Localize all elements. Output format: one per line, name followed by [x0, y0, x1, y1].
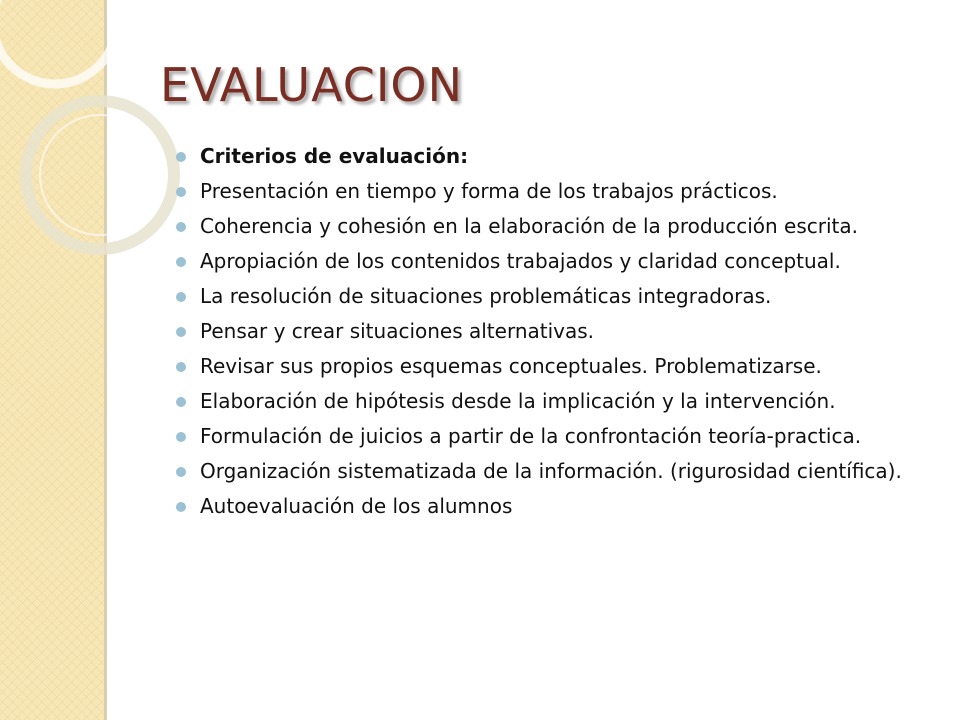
bullet-text: Presentación en tiempo y forma de los trabajos prácticos. [200, 179, 778, 203]
bullet-dot-icon [176, 187, 186, 197]
bullet-text: Criterios de evaluación: [200, 144, 469, 168]
bullet-text: Formulación de juicios a partir de la confrontación teoría-practica. [200, 424, 862, 448]
bullet-text: Autoevaluación de los alumnos [200, 494, 513, 518]
bullet-text: Pensar y crear situaciones alternativas. [200, 319, 595, 343]
bullet-item [176, 461, 946, 482]
bullet-dot-icon [176, 467, 186, 477]
bullet-item [176, 251, 946, 272]
bullet-item [176, 426, 946, 447]
bullet-dot-icon [176, 152, 186, 162]
bullet-item [176, 391, 946, 412]
bullet-dot-icon [176, 397, 186, 407]
bullet-list [176, 146, 946, 531]
bullet-text: Apropiación de los contenidos trabajados y claridad conceptual. [200, 249, 841, 273]
bullet-text: Coherencia y cohesión en la elaboración de la producción escrita. [200, 214, 859, 238]
bullet-item [176, 181, 946, 202]
slide-title: EVALUACION [160, 58, 464, 112]
bullet-item [176, 216, 946, 237]
bullet-dot-icon [176, 257, 186, 267]
bullet-text: Revisar sus propios esquemas conceptuales. Problematizarse. [200, 354, 822, 378]
bullet-dot-icon [176, 432, 186, 442]
bullet-dot-icon [176, 327, 186, 337]
bullet-item [176, 496, 946, 517]
bullet-text: Elaboración de hipótesis desde la implicación y la intervención. [200, 389, 836, 413]
bullet-item [176, 321, 946, 342]
bullet-dot-icon [176, 222, 186, 232]
bullet-item [176, 146, 946, 167]
bullet-dot-icon [176, 502, 186, 512]
bullet-text: La resolución de situaciones problemáticas integradoras. [200, 284, 772, 308]
bullet-item [176, 356, 946, 377]
bullet-dot-icon [176, 292, 186, 302]
bullet-dot-icon [176, 362, 186, 372]
bullet-text: Organización sistematizada de la información. (rigurosidad científica). [200, 459, 902, 483]
bullet-item [176, 286, 946, 307]
